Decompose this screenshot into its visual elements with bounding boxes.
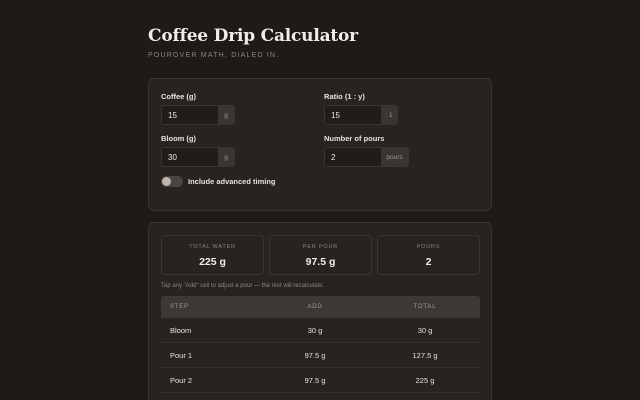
advanced-timing-label: Include advanced timing — [188, 177, 276, 186]
stat-per-pour-value: 97.5 g — [305, 256, 336, 268]
row-step: Pour 1 — [170, 350, 193, 360]
stat-total-water-label: TOTAL WATER — [189, 244, 236, 250]
pour-table — [161, 296, 480, 393]
row-total: 225 g — [415, 375, 435, 385]
header-total: TOTAL — [413, 304, 437, 310]
stat-pours-value: 2 — [425, 256, 432, 268]
row-step: Bloom — [170, 325, 192, 335]
table-row — [161, 343, 480, 368]
inputs-card — [148, 78, 492, 211]
bloom-input[interactable] — [162, 148, 218, 166]
coffee-label: Coffee (g) — [161, 92, 196, 101]
coffee-input[interactable] — [162, 106, 218, 124]
stat-pours-label: POURS — [416, 244, 441, 250]
stat-total-water-value: 225 g — [199, 256, 226, 268]
row-step: Pour 2 — [170, 375, 193, 385]
coffee-unit: g — [218, 106, 234, 124]
bloom-unit: g — [218, 148, 234, 166]
table-row — [161, 368, 480, 393]
bloom-field — [161, 147, 235, 167]
header-step: STEP — [170, 304, 189, 310]
advanced-timing-toggle[interactable] — [161, 176, 183, 187]
row-add-cell[interactable]: 30 g — [307, 325, 323, 335]
row-add-cell[interactable]: 97.5 g — [304, 375, 326, 385]
adjust-hint: Tap any "Add" cell to adjust a pour — the rest will recalculate. — [161, 283, 325, 289]
toggle-knob — [162, 177, 171, 186]
ratio-unit: : 1 — [381, 106, 397, 124]
header-add: ADD — [307, 304, 323, 310]
row-add-cell[interactable]: 97.5 g — [304, 350, 326, 360]
row-total: 30 g — [417, 325, 433, 335]
page-subtitle: POUROVER MATH, DIALED IN. — [148, 52, 280, 59]
results-card — [148, 222, 492, 400]
stat-pours — [377, 235, 480, 275]
coffee-field — [161, 105, 235, 125]
pours-field — [324, 147, 409, 167]
ratio-input[interactable] — [325, 106, 381, 124]
row-total: 127.5 g — [412, 350, 438, 360]
pours-unit: pours — [381, 148, 408, 166]
stat-per-pour-label: PER POUR — [302, 244, 339, 250]
stat-total-water — [161, 235, 264, 275]
stat-per-pour — [269, 235, 372, 275]
page-title: Coffee Drip Calculator — [148, 26, 358, 46]
table-header — [161, 296, 480, 318]
table-row — [161, 318, 480, 343]
bloom-label: Bloom (g) — [161, 134, 196, 143]
pours-input[interactable] — [325, 148, 381, 166]
ratio-field — [324, 105, 398, 125]
pours-label: Number of pours — [324, 134, 385, 143]
ratio-label: Ratio (1 : y) — [324, 92, 365, 101]
